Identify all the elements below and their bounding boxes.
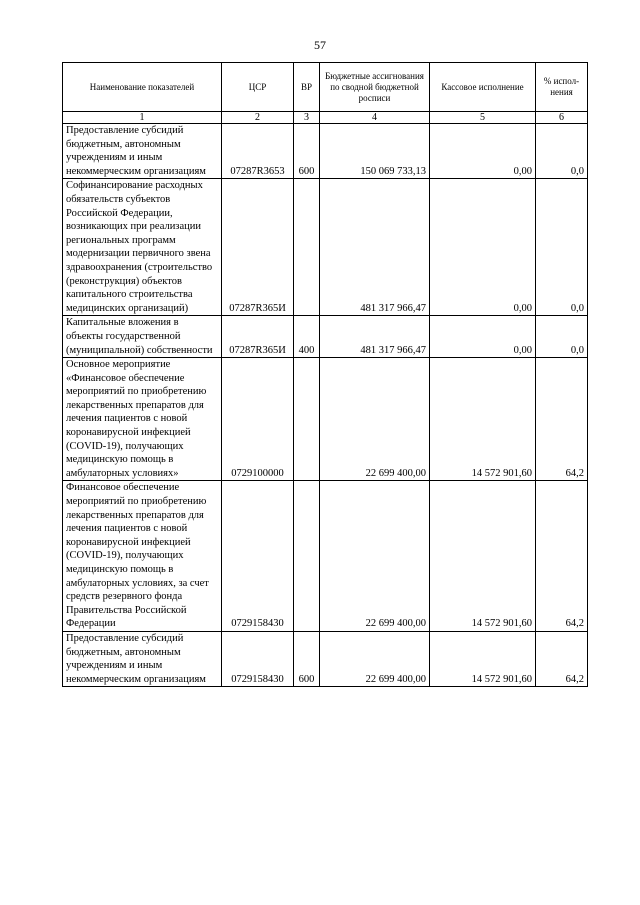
column-number: 1: [63, 112, 222, 124]
row-vr: [294, 179, 320, 316]
row-percent: 0,0: [536, 179, 588, 316]
row-budget: 481 317 966,47: [320, 316, 430, 358]
table-row: [63, 358, 588, 481]
column-number: 2: [222, 112, 294, 124]
row-csr: 07287R3653: [222, 124, 294, 179]
header-row: [63, 63, 588, 112]
row-budget: 22 699 400,00: [320, 631, 430, 686]
row-executed: 14 572 901,60: [430, 481, 536, 632]
table-row: [63, 631, 588, 686]
row-vr: 600: [294, 124, 320, 179]
column-number: 4: [320, 112, 430, 124]
column-number-row: [63, 112, 588, 124]
header-executed: Кассовое исполнение: [430, 63, 536, 112]
row-csr: 0729100000: [222, 358, 294, 481]
row-percent: 64,2: [536, 481, 588, 632]
row-csr: 07287R365И: [222, 179, 294, 316]
column-number: 6: [536, 112, 588, 124]
row-percent: 0,0: [536, 316, 588, 358]
row-vr: [294, 358, 320, 481]
row-name: Финансовое обеспечение мероприятий по приобретению лекарственных препаратов для лечения пациентов с новой коронавирусной инфекцией (COVID-19), получающих медицинскую помощь в амбулаторных условиях, за счет средств резервного фонда Правительства Российской Федерации: [63, 481, 222, 632]
row-name: Предоставление субсидий бюджетным, автономным учреждениям и иным некоммерческим организациям: [63, 631, 222, 686]
row-executed: 0,00: [430, 124, 536, 179]
row-percent: 0,0: [536, 124, 588, 179]
row-executed: 14 572 901,60: [430, 631, 536, 686]
header-percent: % испол-нения: [536, 63, 588, 112]
column-number: 3: [294, 112, 320, 124]
table-row: [63, 481, 588, 632]
row-csr: 07287R365И: [222, 316, 294, 358]
header-csr: ЦСР: [222, 63, 294, 112]
row-budget: 150 069 733,13: [320, 124, 430, 179]
row-budget: 481 317 966,47: [320, 179, 430, 316]
page-number: 57: [314, 38, 326, 52]
row-executed: 14 572 901,60: [430, 358, 536, 481]
table-row: [63, 179, 588, 316]
column-number: 5: [430, 112, 536, 124]
row-csr: 0729158430: [222, 481, 294, 632]
budget-table: [62, 62, 588, 687]
row-executed: 0,00: [430, 179, 536, 316]
header-budget: Бюджетные ассигнования по сводной бюджетной росписи: [320, 63, 430, 112]
row-vr: 400: [294, 316, 320, 358]
row-executed: 0,00: [430, 316, 536, 358]
row-csr: 0729158430: [222, 631, 294, 686]
row-budget: 22 699 400,00: [320, 358, 430, 481]
row-name: Капитальные вложения в объекты государственной (муниципальной) собственности: [63, 316, 222, 358]
header-name: Наименование показателей: [63, 63, 222, 112]
row-name: Предоставление субсидий бюджетным, автономным учреждениям и иным некоммерческим организациям: [63, 124, 222, 179]
row-vr: [294, 481, 320, 632]
row-percent: 64,2: [536, 358, 588, 481]
header-vr: ВР: [294, 63, 320, 112]
row-budget: 22 699 400,00: [320, 481, 430, 632]
table-row: [63, 124, 588, 179]
row-percent: 64,2: [536, 631, 588, 686]
row-name: Софинансирование расходных обязательств субъектов Российской Федерации, возникающих при реализации региональных программ модернизации первичного звена здравоохранения (строительство (реконструкция) объектов капитального строительства медицинских организаций): [63, 179, 222, 316]
table-row: [63, 316, 588, 358]
row-vr: 600: [294, 631, 320, 686]
row-name: Основное мероприятие «Финансовое обеспечение мероприятий по приобретению лекарственных препаратов для лечения пациентов с новой коронавирусной инфекцией (COVID-19), получающих медицинскую помощь в амбулаторных условиях»: [63, 358, 222, 481]
